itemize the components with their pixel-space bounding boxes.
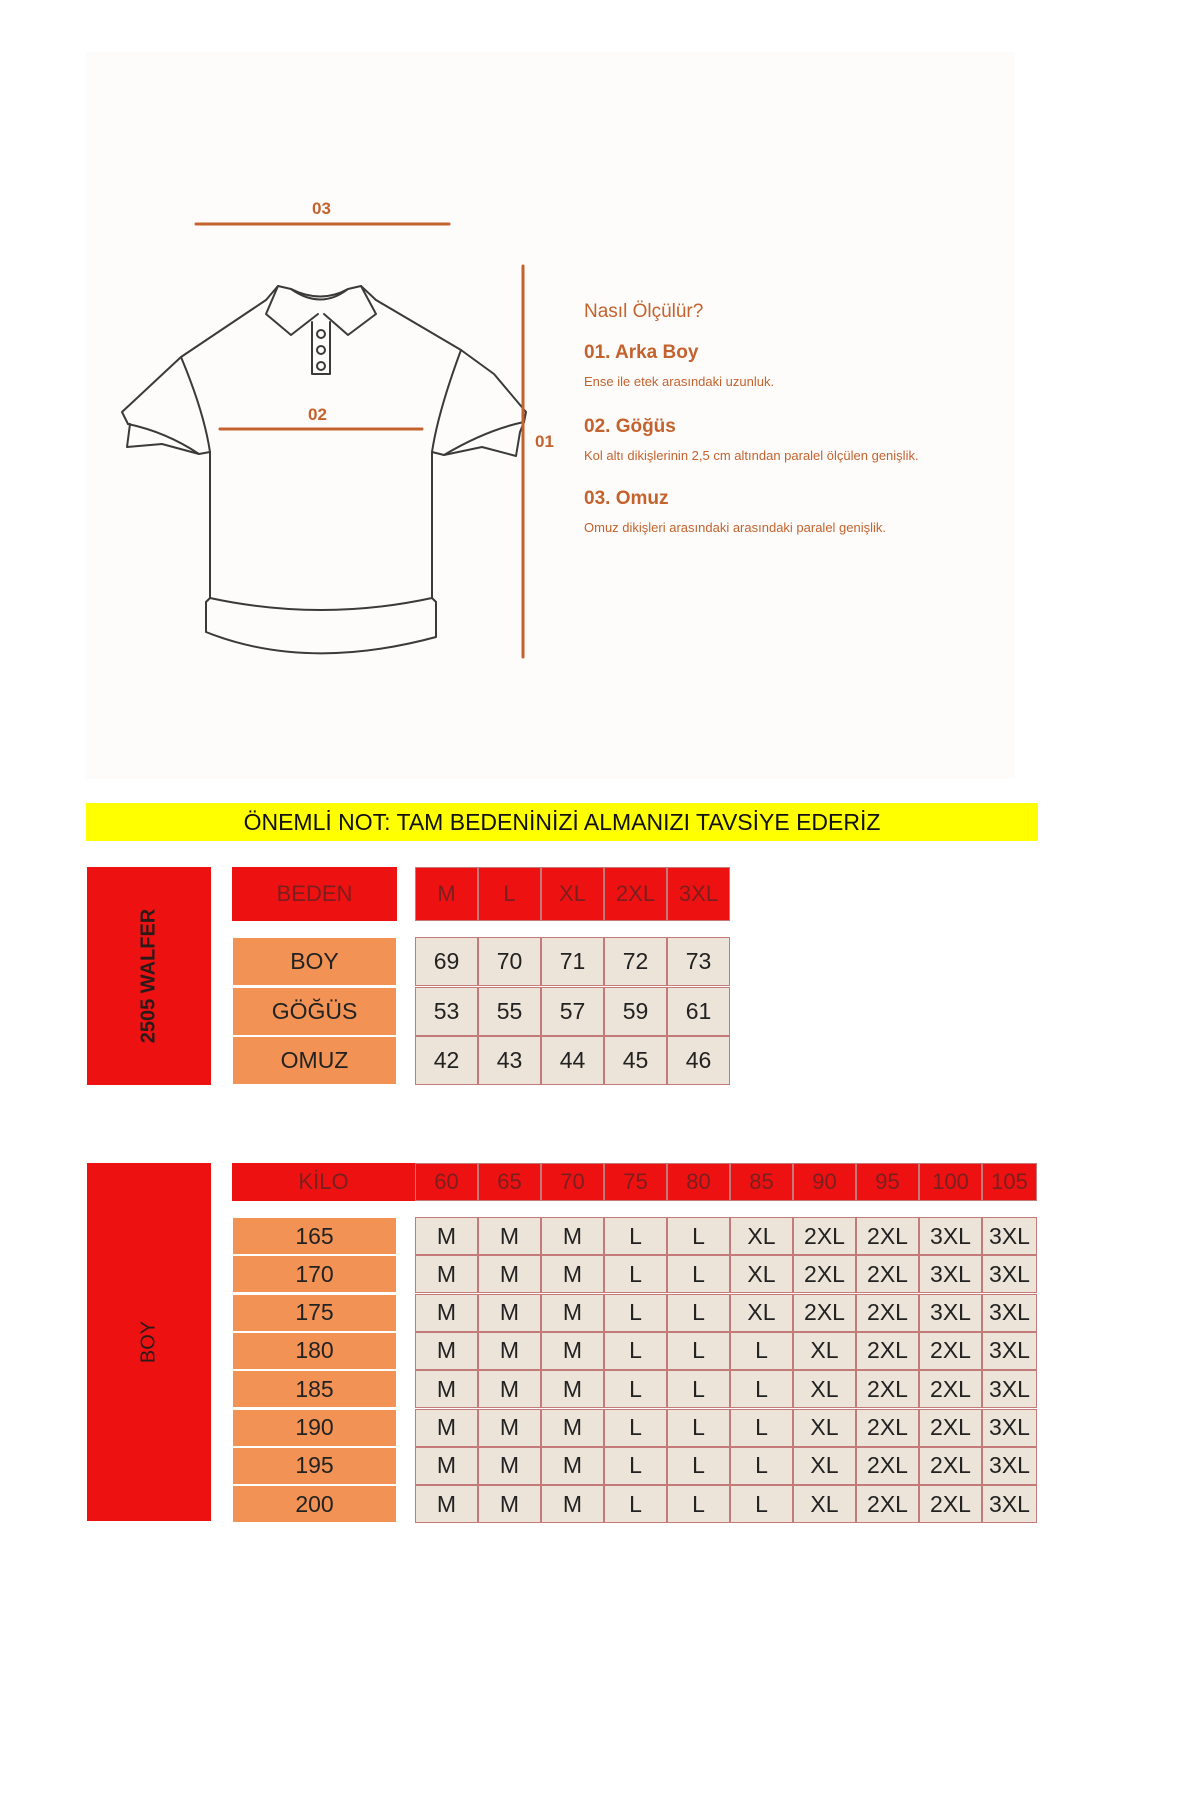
recommended-size-cell: L bbox=[730, 1370, 793, 1408]
item-back-length-title: 01. Arka Boy bbox=[584, 342, 699, 363]
weight-header-cell: 105 bbox=[982, 1163, 1037, 1201]
recommended-size-cell: L bbox=[667, 1485, 730, 1523]
recommended-size-cell: L bbox=[604, 1370, 667, 1408]
recommended-size-cell: L bbox=[667, 1255, 730, 1293]
recommended-size-cell: 2XL bbox=[856, 1409, 919, 1447]
recommended-size-cell: 3XL bbox=[919, 1217, 982, 1255]
size-header-label: BEDEN bbox=[232, 867, 397, 921]
how-to-measure-title: Nasıl Ölçülür? bbox=[584, 301, 704, 322]
measurement-guide bbox=[86, 52, 1015, 779]
measure-row-label: GÖĞÜS bbox=[232, 987, 397, 1036]
recommended-size-cell: L bbox=[730, 1332, 793, 1370]
measure-label-01: 01 bbox=[535, 432, 554, 451]
height-axis-label: BOY bbox=[137, 1320, 160, 1364]
recommended-size-cell: L bbox=[604, 1217, 667, 1255]
recommended-size-cell: M bbox=[415, 1255, 478, 1293]
measure-cell: 43 bbox=[478, 1036, 541, 1085]
measure-cell: 44 bbox=[541, 1036, 604, 1085]
recommended-size-cell: 2XL bbox=[919, 1485, 982, 1523]
recommended-size-cell: 2XL bbox=[856, 1217, 919, 1255]
measure-cell: 55 bbox=[478, 987, 541, 1036]
recommended-size-cell: 2XL bbox=[919, 1332, 982, 1370]
recommended-size-cell: M bbox=[478, 1485, 541, 1523]
recommended-size-cell: L bbox=[667, 1332, 730, 1370]
recommended-size-cell: XL bbox=[730, 1294, 793, 1332]
recommended-size-cell: M bbox=[415, 1447, 478, 1485]
weight-header-cell: 85 bbox=[730, 1163, 793, 1201]
recommended-size-cell: M bbox=[478, 1217, 541, 1255]
measure-label-03: 03 bbox=[312, 199, 331, 218]
recommended-size-cell: M bbox=[415, 1217, 478, 1255]
measure-cell: 59 bbox=[604, 987, 667, 1036]
height-row-label: 170 bbox=[232, 1255, 397, 1293]
weight-header-label: KİLO bbox=[232, 1163, 415, 1201]
recommended-size-cell: 2XL bbox=[793, 1255, 856, 1293]
recommended-size-cell: XL bbox=[730, 1255, 793, 1293]
recommended-size-cell: L bbox=[730, 1409, 793, 1447]
recommended-size-cell: 2XL bbox=[793, 1217, 856, 1255]
measure-cell: 73 bbox=[667, 937, 730, 986]
recommended-size-cell: L bbox=[667, 1294, 730, 1332]
recommended-size-cell: 3XL bbox=[982, 1332, 1037, 1370]
recommended-size-cell: 2XL bbox=[856, 1485, 919, 1523]
recommended-size-cell: L bbox=[730, 1447, 793, 1485]
recommended-size-cell: 3XL bbox=[982, 1447, 1037, 1485]
recommended-size-cell: 3XL bbox=[982, 1255, 1037, 1293]
weight-header-cell: 65 bbox=[478, 1163, 541, 1201]
size-header-cell: XL bbox=[541, 867, 604, 921]
weight-header-cell: 60 bbox=[415, 1163, 478, 1201]
recommended-size-cell: M bbox=[478, 1332, 541, 1370]
recommended-size-cell: XL bbox=[793, 1447, 856, 1485]
size-header-cell: M bbox=[415, 867, 478, 921]
height-row-label: 175 bbox=[232, 1294, 397, 1332]
recommended-size-cell: M bbox=[415, 1409, 478, 1447]
recommended-size-cell: M bbox=[478, 1447, 541, 1485]
item-shoulder-title: 03. Omuz bbox=[584, 488, 669, 509]
recommended-size-cell: L bbox=[667, 1370, 730, 1408]
size-table-side-label bbox=[87, 867, 211, 1085]
recommended-size-cell: L bbox=[604, 1447, 667, 1485]
weight-header-cell: 95 bbox=[856, 1163, 919, 1201]
measure-label-02: 02 bbox=[308, 405, 327, 424]
fit-table-side-label bbox=[87, 1163, 211, 1521]
recommended-size-cell: L bbox=[604, 1255, 667, 1293]
weight-header-cell: 100 bbox=[919, 1163, 982, 1201]
item-chest-desc: Kol altı dikişlerinin 2,5 cm altından paralel ölçülen genişlik. bbox=[584, 448, 919, 463]
recommended-size-cell: XL bbox=[793, 1332, 856, 1370]
recommended-size-cell: 3XL bbox=[982, 1485, 1037, 1523]
measure-row-label: OMUZ bbox=[232, 1036, 397, 1085]
recommended-size-cell: M bbox=[541, 1217, 604, 1255]
recommended-size-cell: 2XL bbox=[856, 1447, 919, 1485]
height-row-label: 185 bbox=[232, 1370, 397, 1408]
polo-shirt-illustration bbox=[86, 52, 1015, 779]
weight-header-cell: 90 bbox=[793, 1163, 856, 1201]
item-back-length-desc: Ense ile etek arasındaki uzunluk. bbox=[584, 374, 775, 389]
recommended-size-cell: M bbox=[478, 1255, 541, 1293]
item-chest-title: 02. Göğüs bbox=[584, 416, 676, 437]
weight-header-cell: 75 bbox=[604, 1163, 667, 1201]
height-row-label: 165 bbox=[232, 1217, 397, 1255]
recommended-size-cell: L bbox=[604, 1294, 667, 1332]
measure-cell: 69 bbox=[415, 937, 478, 986]
important-note: ÖNEMLİ NOT: TAM BEDENİNİZİ ALMANIZI TAVSİYE EDERİZ bbox=[86, 803, 1038, 841]
measure-cell: 46 bbox=[667, 1036, 730, 1085]
measure-cell: 61 bbox=[667, 987, 730, 1036]
measure-row-label: BOY bbox=[232, 937, 397, 986]
recommended-size-cell: M bbox=[541, 1370, 604, 1408]
recommended-size-cell: 2XL bbox=[856, 1370, 919, 1408]
size-header-cell: 2XL bbox=[604, 867, 667, 921]
recommended-size-cell: 3XL bbox=[919, 1255, 982, 1293]
recommended-size-cell: L bbox=[667, 1217, 730, 1255]
recommended-size-cell: M bbox=[541, 1294, 604, 1332]
recommended-size-cell: 3XL bbox=[982, 1370, 1037, 1408]
measure-cell: 42 bbox=[415, 1036, 478, 1085]
weight-header-cell: 80 bbox=[667, 1163, 730, 1201]
recommended-size-cell: M bbox=[541, 1255, 604, 1293]
recommended-size-cell: M bbox=[415, 1485, 478, 1523]
recommended-size-cell: 2XL bbox=[793, 1294, 856, 1332]
recommended-size-cell: L bbox=[667, 1447, 730, 1485]
recommended-size-cell: M bbox=[415, 1294, 478, 1332]
measure-cell: 57 bbox=[541, 987, 604, 1036]
recommended-size-cell: XL bbox=[793, 1370, 856, 1408]
recommended-size-cell: L bbox=[604, 1332, 667, 1370]
recommended-size-cell: M bbox=[478, 1409, 541, 1447]
measure-cell: 71 bbox=[541, 937, 604, 986]
recommended-size-cell: XL bbox=[730, 1217, 793, 1255]
measure-cell: 53 bbox=[415, 987, 478, 1036]
recommended-size-cell: L bbox=[604, 1409, 667, 1447]
recommended-size-cell: 2XL bbox=[919, 1409, 982, 1447]
height-row-label: 180 bbox=[232, 1332, 397, 1370]
recommended-size-cell: L bbox=[667, 1409, 730, 1447]
height-row-label: 190 bbox=[232, 1409, 397, 1447]
recommended-size-cell: 2XL bbox=[919, 1447, 982, 1485]
recommended-size-cell: 3XL bbox=[982, 1294, 1037, 1332]
height-row-label: 195 bbox=[232, 1447, 397, 1485]
measure-cell: 45 bbox=[604, 1036, 667, 1085]
recommended-size-cell: M bbox=[415, 1332, 478, 1370]
recommended-size-cell: XL bbox=[793, 1409, 856, 1447]
recommended-size-cell: M bbox=[415, 1370, 478, 1408]
height-row-label: 200 bbox=[232, 1485, 397, 1523]
recommended-size-cell: 2XL bbox=[919, 1370, 982, 1408]
recommended-size-cell: XL bbox=[793, 1485, 856, 1523]
recommended-size-cell: M bbox=[541, 1485, 604, 1523]
item-shoulder-desc: Omuz dikişleri arasındaki arasındaki paralel genişlik. bbox=[584, 520, 887, 535]
recommended-size-cell: 2XL bbox=[856, 1255, 919, 1293]
recommended-size-cell: 2XL bbox=[856, 1332, 919, 1370]
size-header-cell: 3XL bbox=[667, 867, 730, 921]
model-name: 2505 WALFER bbox=[137, 908, 160, 1044]
measure-cell: 72 bbox=[604, 937, 667, 986]
recommended-size-cell: L bbox=[604, 1485, 667, 1523]
recommended-size-cell: M bbox=[478, 1294, 541, 1332]
recommended-size-cell: 2XL bbox=[856, 1294, 919, 1332]
recommended-size-cell: M bbox=[541, 1447, 604, 1485]
measure-cell: 70 bbox=[478, 937, 541, 986]
recommended-size-cell: M bbox=[478, 1370, 541, 1408]
recommended-size-cell: L bbox=[730, 1485, 793, 1523]
recommended-size-cell: 3XL bbox=[982, 1217, 1037, 1255]
recommended-size-cell: M bbox=[541, 1409, 604, 1447]
recommended-size-cell: 3XL bbox=[982, 1409, 1037, 1447]
recommended-size-cell: 3XL bbox=[919, 1294, 982, 1332]
recommended-size-cell: M bbox=[541, 1332, 604, 1370]
weight-header-cell: 70 bbox=[541, 1163, 604, 1201]
size-header-cell: L bbox=[478, 867, 541, 921]
